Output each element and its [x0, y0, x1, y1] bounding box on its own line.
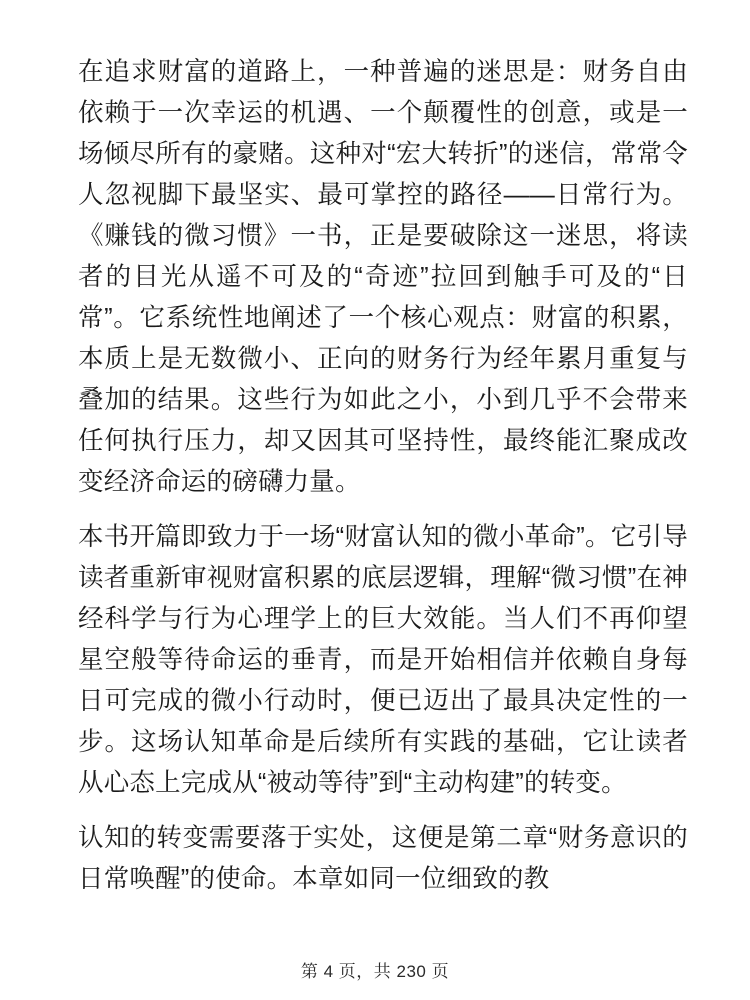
- paragraph-2: 本书开篇即致力于一场“财富认知的微小革命”。它引导读者重新审视财富积累的底层逻辑，理解“微习惯”在神经科学与行为心理学上的巨大效能。当人们不再仰望星空般等待命运的垂青，而是开始相信并依赖自身每日可完成的微小行动时，便已迈出了最具决定性的一步。这场认知革命是后续所有实践的基础，它让读者从心态上完成从“被动等待”到“主动构建”的转变。: [78, 523, 688, 797]
- paragraph-1: 在追求财富的道路上，一种普遍的迷思是：财务自由依赖于一次幸运的机遇、一个颠覆性的创意，或是一场倾尽所有的豪赌。这种对“宏大转折”的迷信，常常令人忽视脚下最坚实、最可掌控的路径——日常行为。《赚钱的微习惯》一书，正是要破除这一迷思，将读者的目光从遥不可及的“奇迹”拉回到触手可及的“日常”。它系统性地阐述了一个核心观点：财富的积累，本质上是无数微小、正向的财务行为经年累月重复与叠加的结果。这些行为如此之小，小到几乎不会带来任何执行压力，却又因其可坚持性，最终能汇聚成改变经济命运的磅礴力量。: [78, 58, 688, 496]
- paragraph-3: 认知的转变需要落于实处，这便是第二章“财务意识的日常唤醒”的使命。本章如同一位细致的教: [78, 824, 688, 893]
- page-footer: 第 4 页，共 230 页: [300, 962, 450, 981]
